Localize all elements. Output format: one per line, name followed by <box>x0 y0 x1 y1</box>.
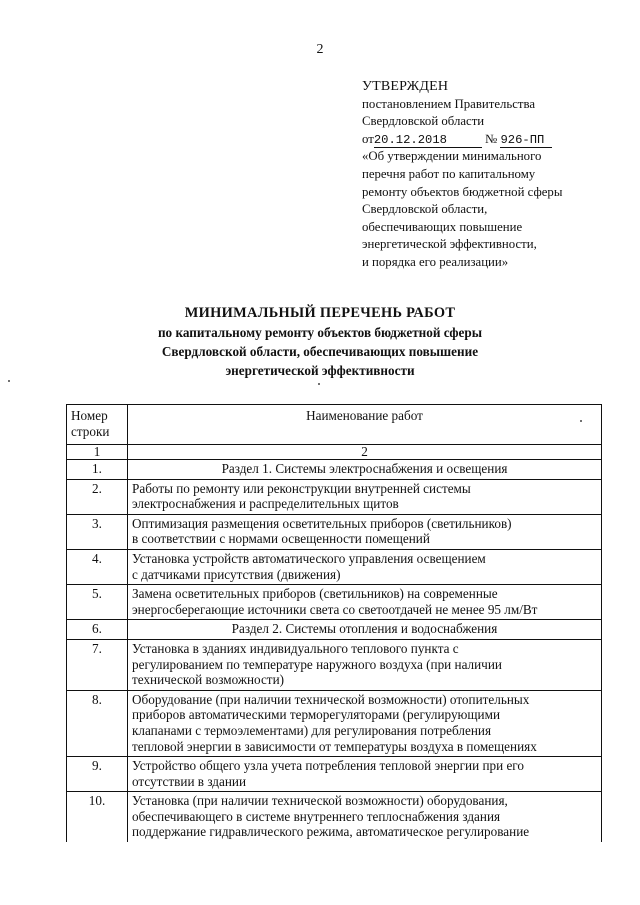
scan-speck <box>580 420 582 422</box>
work-description <box>128 585 602 620</box>
work-description-line: энергосберегающие источники света со светоотдачей не менее 95 лм/Вт <box>132 601 538 617</box>
approval-line-1: постановлением Правительства <box>362 96 536 111</box>
work-description-line: клапанами с термоэлементами) для регулирования потребления <box>132 722 492 738</box>
work-description-line: Оборудование (при наличии технической возможности) отопительных <box>132 691 530 707</box>
work-description-line: Устройство общего узла учета потребления тепловой энергии при его <box>132 758 524 774</box>
table-body <box>67 460 602 843</box>
work-description-line: поддержание гидравлического режима, автоматическое регулирование <box>132 824 530 840</box>
table-row <box>67 585 602 620</box>
work-description-line: регулированием по температуре наружного воздуха (при наличии <box>132 656 502 672</box>
table-row <box>67 792 602 842</box>
approval-title <box>362 148 622 271</box>
table-row <box>67 514 602 549</box>
document-title-sub: по капитальному ремонту объектов бюджетной сферы <box>157 325 483 340</box>
approval-block <box>362 78 622 272</box>
work-description <box>128 690 602 756</box>
table-row <box>67 549 602 584</box>
approval-title-line: «Об утверждении минимального <box>362 149 542 164</box>
work-description-line: Установка в зданиях индивидуального теплового пункта с <box>132 640 459 656</box>
approval-title-line: перечня работ по капитальному <box>362 166 536 181</box>
work-description-line: Раздел 1. Системы электроснабжения и освещения <box>221 461 508 476</box>
work-description <box>128 514 602 549</box>
header-row-number <box>67 405 128 445</box>
column-number: 2 <box>128 445 602 460</box>
number-label: № <box>485 131 498 146</box>
approval-number: 926-ПП <box>500 133 552 148</box>
row-number: 4. <box>67 549 128 584</box>
work-description-line: с датчиками присутствия (движения) <box>132 566 341 582</box>
works-table <box>66 404 602 842</box>
section-heading <box>128 620 602 640</box>
table-row <box>67 479 602 514</box>
approval-date-line <box>362 131 622 149</box>
section-heading <box>128 460 602 480</box>
row-number: 7. <box>67 639 128 690</box>
work-description-line: Раздел 2. Системы отопления и водоснабжения <box>231 621 498 637</box>
row-number: 3. <box>67 514 128 549</box>
document-title <box>0 303 640 380</box>
table-header-row <box>67 405 602 445</box>
from-label: от <box>362 131 374 146</box>
work-description <box>128 639 602 690</box>
row-number: 8. <box>67 690 128 756</box>
approval-date: 20.12.2018 <box>374 133 482 148</box>
row-number: 6. <box>67 620 128 640</box>
column-number: 1 <box>67 445 128 460</box>
approval-line-2: Свердловской области <box>362 114 485 129</box>
work-description-line: Оптимизация размещения осветительных приборов (светильников) <box>132 515 512 531</box>
row-number: 5. <box>67 585 128 620</box>
page-number: 2 <box>316 42 324 57</box>
table-row <box>67 460 602 480</box>
row-number: 2. <box>67 479 128 514</box>
work-description-line: приборов автоматическими терморегуляторами (регулирующими <box>132 707 500 723</box>
scan-speck <box>8 380 10 382</box>
table-row <box>67 639 602 690</box>
scan-speck <box>318 383 320 385</box>
document-title-sub: энергетической эффективности <box>225 363 415 378</box>
work-description-line: отсутствии в здании <box>132 773 247 789</box>
work-description-line: Установка устройств автоматического управления освещением <box>132 550 486 566</box>
header-row-number-line: строки <box>71 423 110 439</box>
work-description-line: обеспечивающего в системе внутреннего теплоснабжения здания <box>132 808 501 824</box>
work-description <box>128 549 602 584</box>
work-description <box>128 757 602 792</box>
table-row <box>67 620 602 640</box>
document-title-main: МИНИМАЛЬНЫЙ ПЕРЕЧЕНЬ РАБОТ <box>184 305 456 321</box>
table-row <box>67 690 602 756</box>
work-description <box>128 792 602 842</box>
approval-title-line: обеспечивающих повышение <box>362 219 523 234</box>
work-description-line: электроснабжения и распределительных щитов <box>132 496 399 512</box>
approval-title-line: и порядка его реализации» <box>362 254 509 269</box>
work-description-line: в соответствии с нормами освещенности помещений <box>132 531 430 547</box>
row-number: 1. <box>67 460 128 480</box>
row-number: 10. <box>67 792 128 842</box>
approved-heading: УТВЕРЖДЕН <box>362 79 449 94</box>
column-numbering-row <box>67 445 602 460</box>
work-description-line: технической возможности) <box>132 672 285 688</box>
work-description-line: тепловой энергии в зависимости от температуры воздуха в помещениях <box>132 738 537 754</box>
approval-title-line: энергетической эффективности, <box>362 237 537 252</box>
header-work-name: Наименование работ <box>128 405 602 445</box>
work-description-line: Работы по ремонту или реконструкции внутренней системы <box>132 480 471 496</box>
work-description-line: Установка (при наличии технической возможности) оборудования, <box>132 793 508 809</box>
header-row-number-line: Номер <box>71 408 108 423</box>
table-row <box>67 757 602 792</box>
work-description <box>128 479 602 514</box>
approval-title-line: Свердловской области, <box>362 202 488 217</box>
document-title-sub: Свердловской области, обеспечивающих повышение <box>161 344 479 359</box>
row-number: 9. <box>67 757 128 792</box>
work-description-line: Замена осветительных приборов (светильников) на современные <box>132 586 498 602</box>
approval-title-line: ремонту объектов бюджетной сферы <box>362 184 563 199</box>
